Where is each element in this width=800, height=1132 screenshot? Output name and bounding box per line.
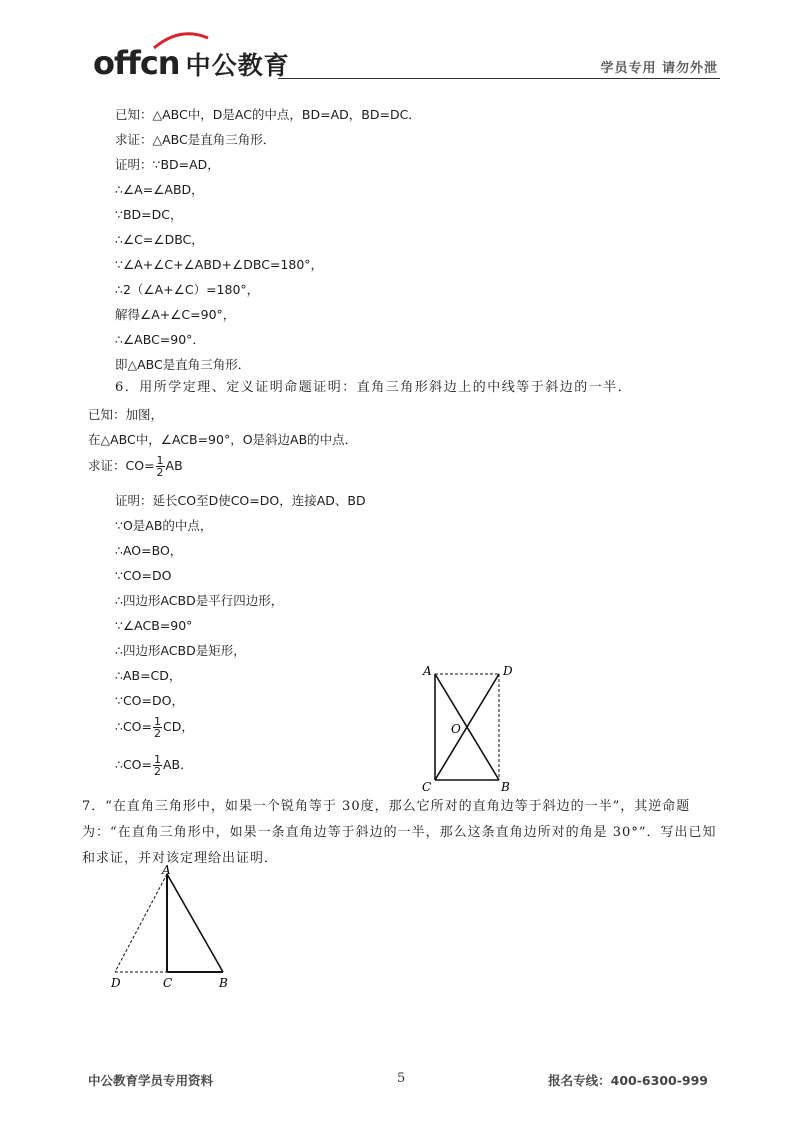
- edge-ad: [115, 874, 167, 972]
- proof5-line: 求证：△ABC是直角三角形．: [115, 132, 276, 147]
- frac-num: 1: [154, 715, 161, 728]
- frac-den: 2: [154, 765, 161, 778]
- logo-latin: offcn: [93, 44, 180, 82]
- header-tag: 学员专用 请勿外泄: [600, 61, 718, 76]
- header-divider: [278, 78, 720, 79]
- fraction-half: [153, 754, 162, 777]
- label-d: D: [503, 664, 513, 678]
- brand-logo: [93, 44, 290, 82]
- q6-step: ∵CO=DO: [115, 568, 172, 583]
- q7-text: 7．“在直角三角形中，如果一个锐角等于 30度，那么它所对的直角边等于斜边的一半”，其逆命题为：“在直角三角形中，如果一条直角边等于斜边的一半，那么这条直角边所对的角是 30°”．写出已知和求证，并对该定理给出证明．: [82, 799, 717, 866]
- q6-step: ∵O是AB的中点，: [115, 518, 213, 533]
- rectangle-figure: [415, 660, 525, 795]
- label-c: C: [163, 976, 173, 990]
- footer-hotline: 报名专线：400-6300-999: [548, 1073, 708, 1088]
- label-a: A: [162, 863, 171, 877]
- proof5-line: 已知：△ABC中，D是AC的中点，BD=AD，BD=DC．: [115, 107, 421, 122]
- q6-step: 证明：延长CO至D使CO=DO，连接AD、BD: [115, 493, 366, 508]
- frac-num: 1: [156, 454, 164, 467]
- label-a: A: [423, 664, 432, 678]
- logo-chinese: 中公教育: [185, 51, 290, 80]
- proof5-line: ∴∠ABC=90°．: [115, 332, 205, 347]
- q6-step-ab-suffix: AB．: [163, 757, 193, 772]
- label-o: O: [451, 722, 461, 736]
- footer-brand: 中公教育学员专用资料: [88, 1073, 214, 1088]
- q6-step: ∵CO=DO，: [115, 693, 184, 708]
- q6-prove-prefix: 求证：CO=: [88, 458, 155, 473]
- label-b: B: [501, 780, 510, 794]
- q6-step: ∵∠ACB=90°: [115, 618, 193, 633]
- q6-step: ∴AO=BO，: [115, 543, 183, 558]
- q6-step-cd-prefix: ∴CO=: [115, 719, 152, 734]
- label-b: B: [219, 976, 228, 990]
- edge-ab: [167, 874, 223, 972]
- page-number: 5: [397, 1071, 406, 1086]
- frac-num: 1: [154, 753, 161, 766]
- frac-den: 2: [156, 466, 164, 479]
- q6-step: ∴四边形ACBD是矩形，: [115, 643, 246, 658]
- q6-title: 6．用所学定理、定义证明命题证明：直角三角形斜边上的中线等于斜边的一半．: [115, 380, 633, 395]
- q6-given: 在△ABC中，∠ACB=90°，O是斜边AB的中点．: [88, 432, 358, 447]
- proof5-line: 即△ABC是直角三角形．: [115, 357, 251, 372]
- proof5-line: 解得∠A+∠C=90°，: [115, 307, 236, 322]
- page-header: [0, 0, 800, 90]
- proof5-line: 证明：∵BD=AD，: [115, 157, 220, 172]
- label-c: C: [422, 780, 432, 794]
- fraction-half: [156, 455, 165, 478]
- q6-step: ∴四边形ACBD是平行四边形，: [115, 593, 284, 608]
- proof5-line: ∴∠C=∠DBC，: [115, 232, 204, 247]
- proof5-line: ∵BD=DC，: [115, 207, 183, 222]
- q6-step-cd: [115, 716, 194, 739]
- proof5-line: ∴∠A=∠ABD，: [115, 182, 204, 197]
- proof5-line: ∴2（∠A+∠C）=180°，: [115, 282, 260, 297]
- proof5-line: ∵∠A+∠C+∠ABD+∠DBC=180°，: [115, 257, 324, 272]
- fraction-half: [153, 716, 162, 739]
- q6-given-label: 已知：加图，: [88, 407, 164, 422]
- q6-step-cd-suffix: CD，: [163, 719, 194, 734]
- q6-step: ∴AB=CD，: [115, 668, 182, 683]
- q6-prove: [88, 455, 183, 478]
- frac-den: 2: [154, 727, 161, 740]
- q6-prove-suffix: AB: [165, 458, 183, 473]
- label-d: D: [111, 976, 121, 990]
- q6-step-ab-prefix: ∴CO=: [115, 757, 152, 772]
- q6-step-ab: [115, 754, 193, 777]
- triangle-figure: [105, 862, 240, 992]
